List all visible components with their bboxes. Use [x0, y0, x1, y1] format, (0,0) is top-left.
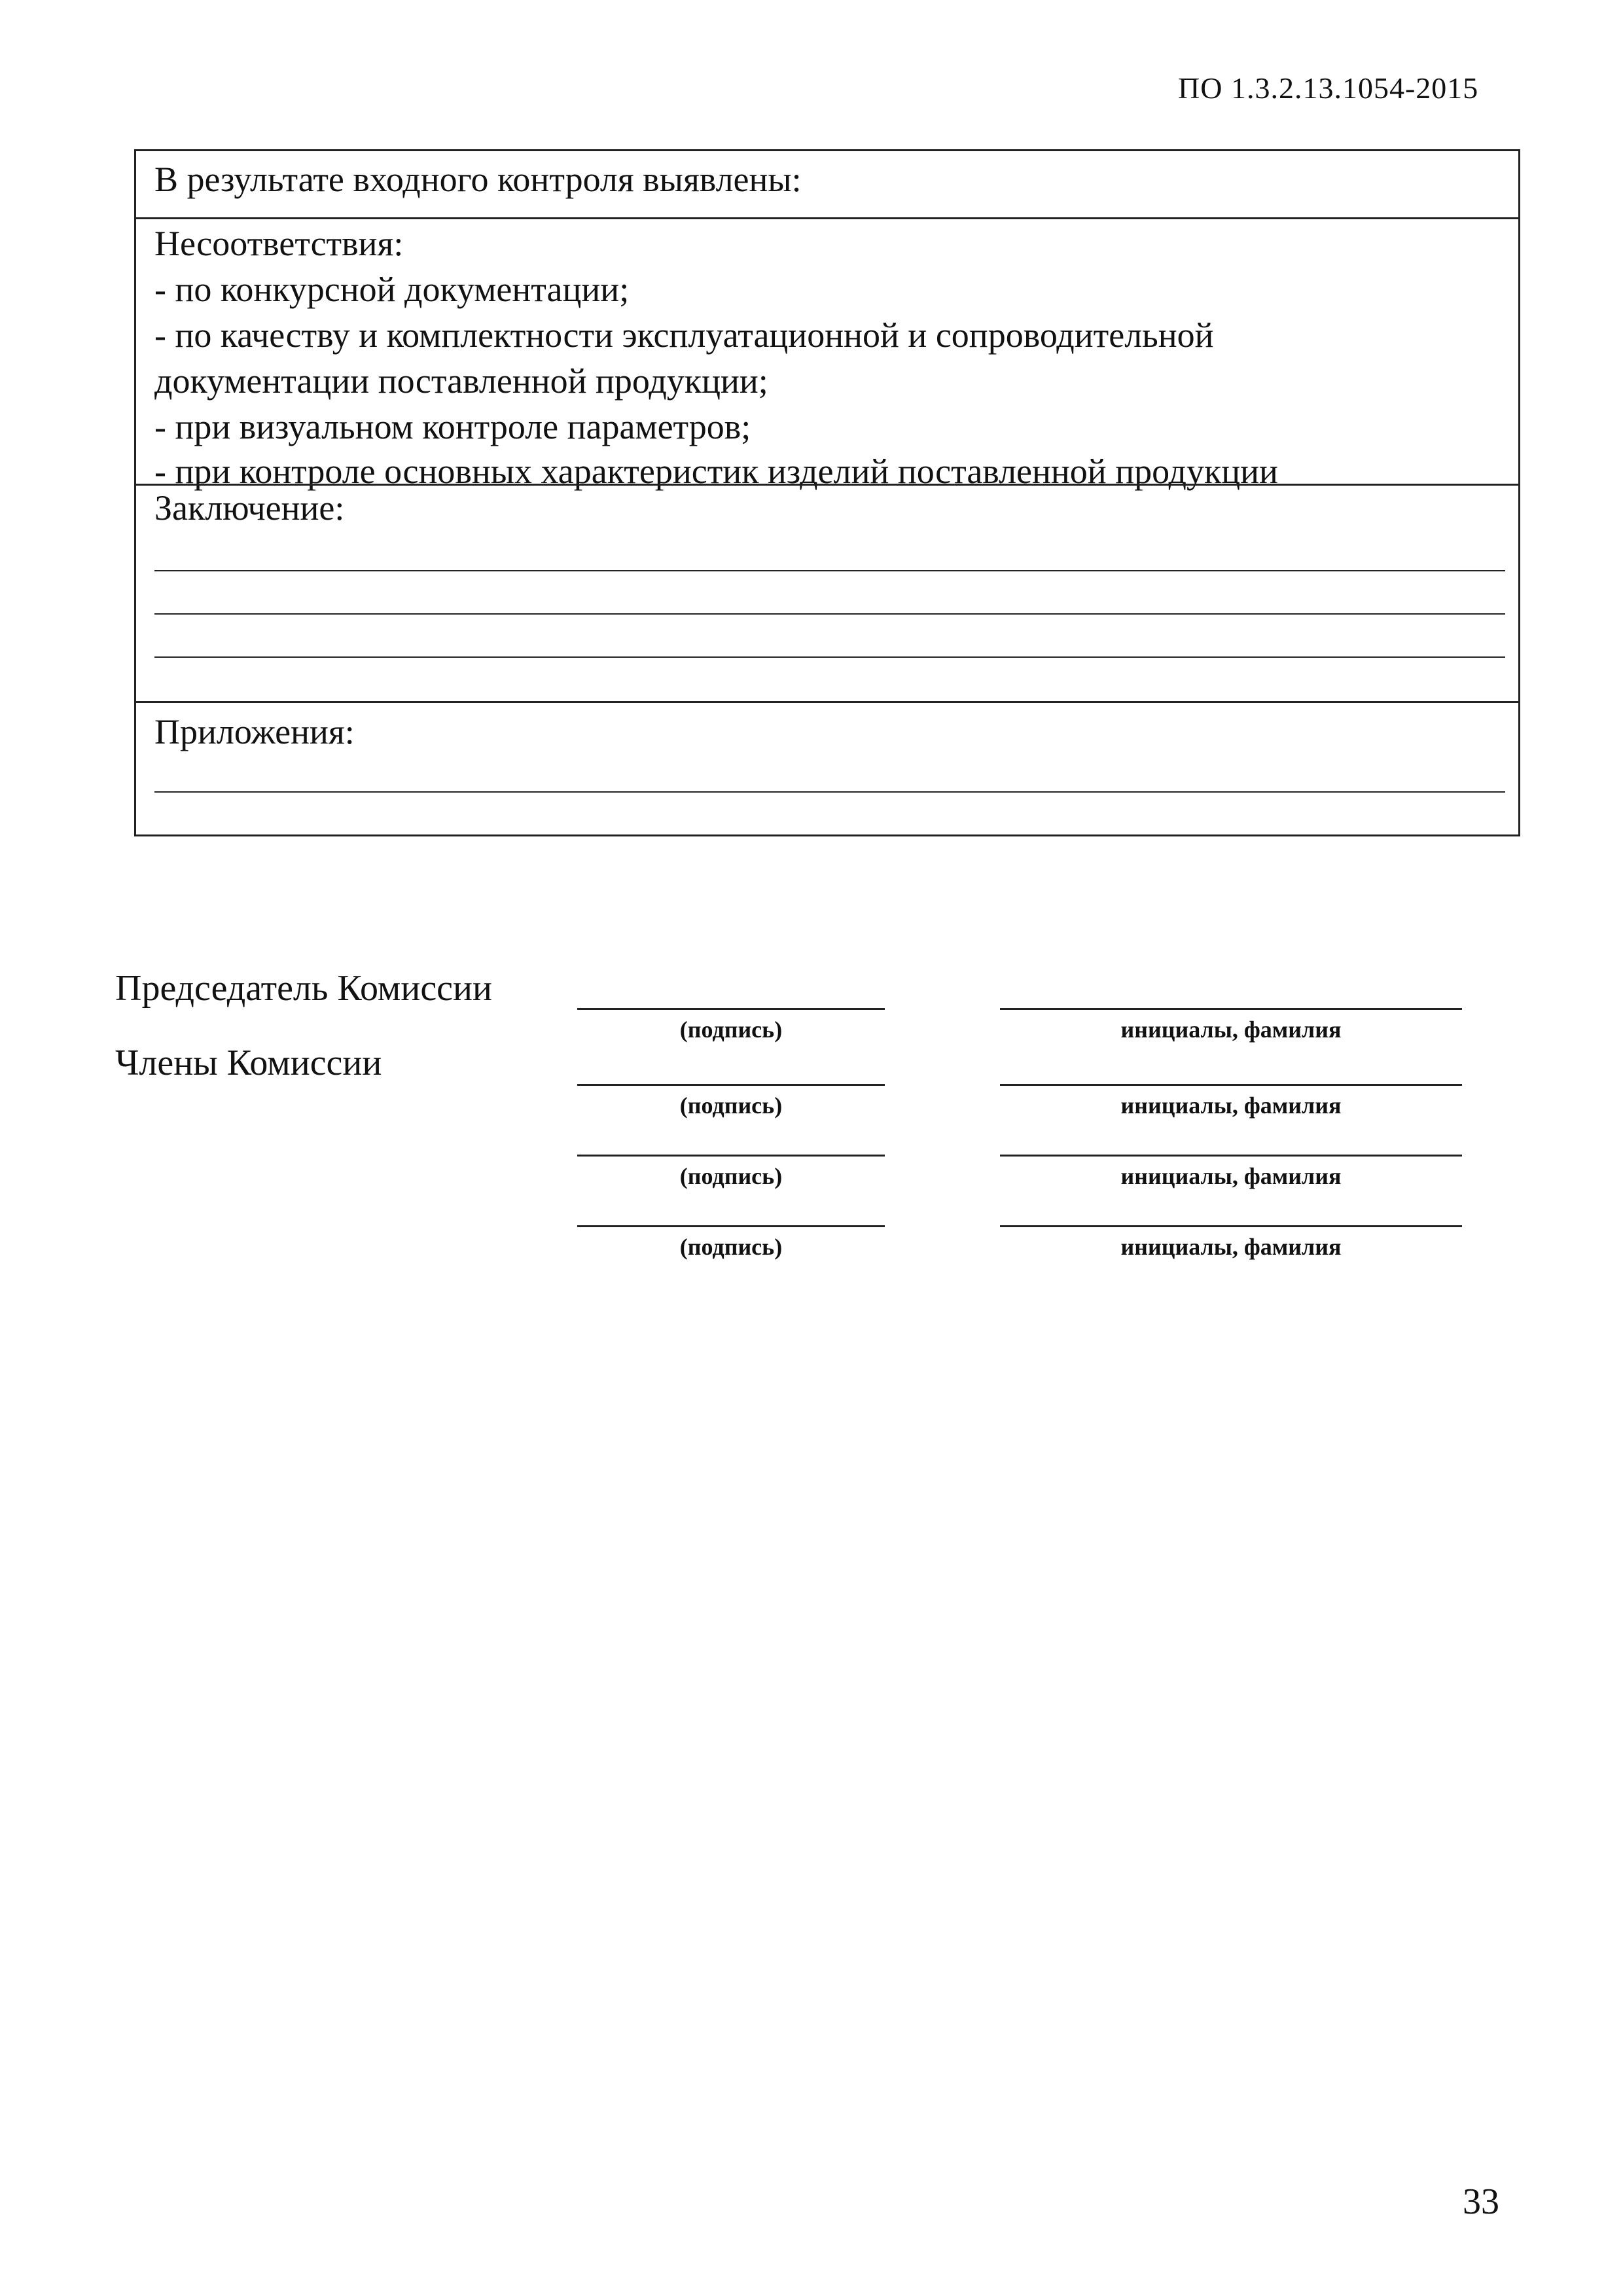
name-line [1000, 1008, 1462, 1010]
nonconformities-heading: Несоответствия: [154, 224, 404, 263]
name-line [1000, 1225, 1462, 1227]
name-caption: инициалы, фамилия [1120, 1016, 1342, 1043]
nonconformity-item: - по качеству и комплектности эксплуатационной и сопроводительной [154, 315, 1214, 355]
signature-caption: (подпись) [679, 1163, 783, 1189]
conclusion-heading: Заключение: [154, 488, 345, 528]
nonconformity-item: документации поставленной продукции; [154, 361, 768, 401]
results-title: В результате входного контроля выявлены: [154, 160, 802, 199]
signature-line [577, 1225, 885, 1227]
signature-line [577, 1155, 885, 1157]
nonconformity-item: - при визуальном контроле параметров; [154, 407, 751, 446]
conclusion-fill-line [154, 613, 1505, 615]
name-line [1000, 1155, 1462, 1157]
signature-line [577, 1084, 885, 1086]
inspection-results-table [134, 149, 1520, 836]
name-caption: инициалы, фамилия [1120, 1092, 1342, 1119]
signature-caption: (подпись) [679, 1092, 783, 1119]
row-divider [136, 217, 1518, 219]
nonconformity-item: - по конкурсной документации; [154, 270, 630, 309]
signature-line [577, 1008, 885, 1010]
name-caption: инициалы, фамилия [1120, 1163, 1342, 1189]
page-number: 33 [1463, 2181, 1499, 2222]
chairman-label: Председатель Комиссии [115, 968, 492, 1009]
nonconformity-item: - при контроле основных характеристик изделий поставленной продукции [154, 452, 1278, 491]
attachments-heading: Приложения: [154, 712, 355, 751]
conclusion-fill-line [154, 570, 1505, 571]
signature-caption: (подпись) [679, 1016, 783, 1043]
members-label: Члены Комиссии [115, 1043, 382, 1083]
name-line [1000, 1084, 1462, 1086]
name-caption: инициалы, фамилия [1120, 1234, 1342, 1260]
attachments-fill-line [154, 791, 1505, 793]
signature-caption: (подпись) [679, 1234, 783, 1260]
conclusion-fill-line [154, 656, 1505, 658]
row-divider [136, 701, 1518, 703]
document-code: ПО 1.3.2.13.1054-2015 [1178, 71, 1479, 105]
